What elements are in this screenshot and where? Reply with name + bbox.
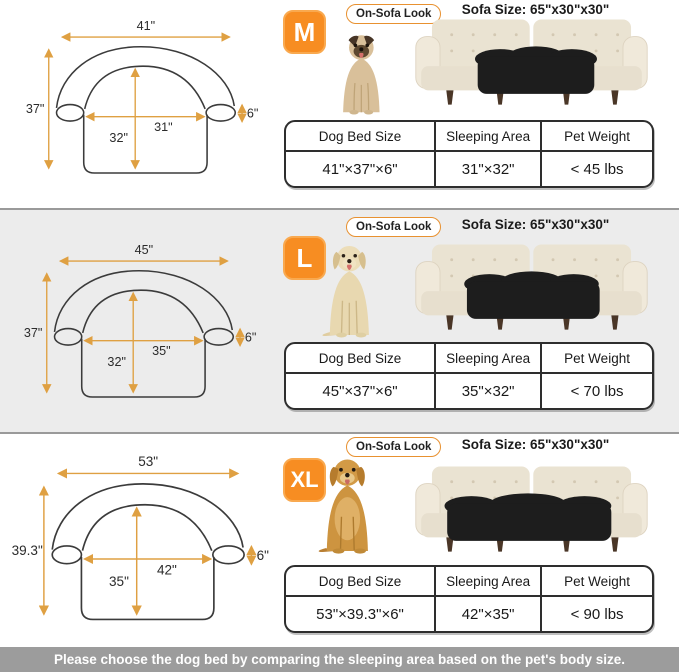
table-value-pet-weight: < 90 lbs xyxy=(570,605,624,623)
pug-dog-photo xyxy=(334,33,389,115)
sofa-size-label: Sofa Size: 65"x30"x30" xyxy=(461,2,610,17)
dim-outer-width: 45" xyxy=(134,243,154,258)
dimension-arrows xyxy=(47,261,240,392)
dog-bed-outline xyxy=(57,47,236,173)
sofa-size-label: Sofa Size: 65"x30"x30" xyxy=(461,437,610,452)
labrador-dog-photo xyxy=(318,244,381,338)
size-section-m xyxy=(0,0,679,208)
dimension-arrows xyxy=(44,473,252,614)
table-header-bed-size: Dog Bed Size xyxy=(286,344,436,372)
table-value-sleeping-area: 35"×32" xyxy=(436,374,542,408)
dim-sleep-width: 42" xyxy=(156,562,177,578)
table-header-pet-weight: Pet Weight xyxy=(564,128,630,144)
dim-outer-width: 41" xyxy=(136,19,156,34)
table-header-sleeping-area: Sleeping Area xyxy=(436,567,542,595)
size-badge-m: M xyxy=(283,10,326,54)
table-header-pet-weight: Pet Weight xyxy=(564,573,630,589)
table-header-pet-weight: Pet Weight xyxy=(564,350,630,366)
table-header-bed-size: Dog Bed Size xyxy=(286,567,436,595)
table-value-sleeping-area: 42"×35" xyxy=(436,597,542,631)
size-table xyxy=(284,120,654,188)
dog-bed-outline xyxy=(52,484,244,620)
bed-dimension-diagram xyxy=(4,228,276,413)
bed-dimension-diagram xyxy=(0,438,290,636)
on-sofa-look-pill: On-Sofa Look xyxy=(346,217,441,237)
dim-sleep-height: 32" xyxy=(109,130,128,145)
footer-note: Please choose the dog bed by comparing the sleeping area based on the pet's body size. xyxy=(0,647,679,672)
black-bed-cover xyxy=(445,493,612,541)
bed-dimension-diagram xyxy=(6,4,278,189)
dog-bed-outline xyxy=(55,271,234,397)
dimension-labels xyxy=(12,454,270,589)
dim-outer-height: 39.3" xyxy=(11,542,43,558)
sofa-with-cover-photo xyxy=(414,462,649,563)
sofa-with-cover-photo xyxy=(414,15,649,116)
dim-outer-height: 37" xyxy=(25,101,45,116)
black-bed-cover xyxy=(475,46,597,94)
table-value-bed-size: 45"×37"×6" xyxy=(286,374,436,408)
dim-sleep-width: 35" xyxy=(152,344,171,359)
size-table xyxy=(284,565,654,633)
dim-sleep-height: 32" xyxy=(107,354,126,369)
sofa-size-label: Sofa Size: 65"x30"x30" xyxy=(461,217,610,232)
on-sofa-look-pill: On-Sofa Look xyxy=(346,437,441,457)
on-sofa-look-pill: On-Sofa Look xyxy=(346,4,441,24)
black-bed-cover xyxy=(464,271,599,319)
table-value-bed-size: 53"×39.3"×6" xyxy=(286,597,436,631)
dim-bolster-height: 6" xyxy=(246,106,259,121)
dimension-arrows xyxy=(49,37,242,168)
sofa-with-cover-photo xyxy=(414,240,649,341)
golden-retriever-dog-photo xyxy=(316,458,379,554)
dim-bolster-height: 6" xyxy=(244,330,257,345)
size-section-l xyxy=(0,208,679,434)
size-section-xl xyxy=(0,434,679,647)
dim-sleep-width: 31" xyxy=(154,120,173,135)
dim-outer-height: 37" xyxy=(23,325,43,340)
dim-bolster-height: 6" xyxy=(256,548,269,564)
dim-sleep-height: 35" xyxy=(109,574,129,590)
table-value-bed-size: 41"×37"×6" xyxy=(286,152,436,186)
size-badge-xl: XL xyxy=(283,458,326,502)
size-table xyxy=(284,342,654,410)
table-header-sleeping-area: Sleeping Area xyxy=(436,344,542,372)
dim-outer-width: 53" xyxy=(138,454,159,470)
table-header-bed-size: Dog Bed Size xyxy=(286,122,436,150)
table-value-pet-weight: < 45 lbs xyxy=(570,160,624,178)
table-value-sleeping-area: 31"×32" xyxy=(436,152,542,186)
size-badge-l: L xyxy=(283,236,326,280)
table-header-sleeping-area: Sleeping Area xyxy=(436,122,542,150)
table-value-pet-weight: < 70 lbs xyxy=(570,382,624,400)
